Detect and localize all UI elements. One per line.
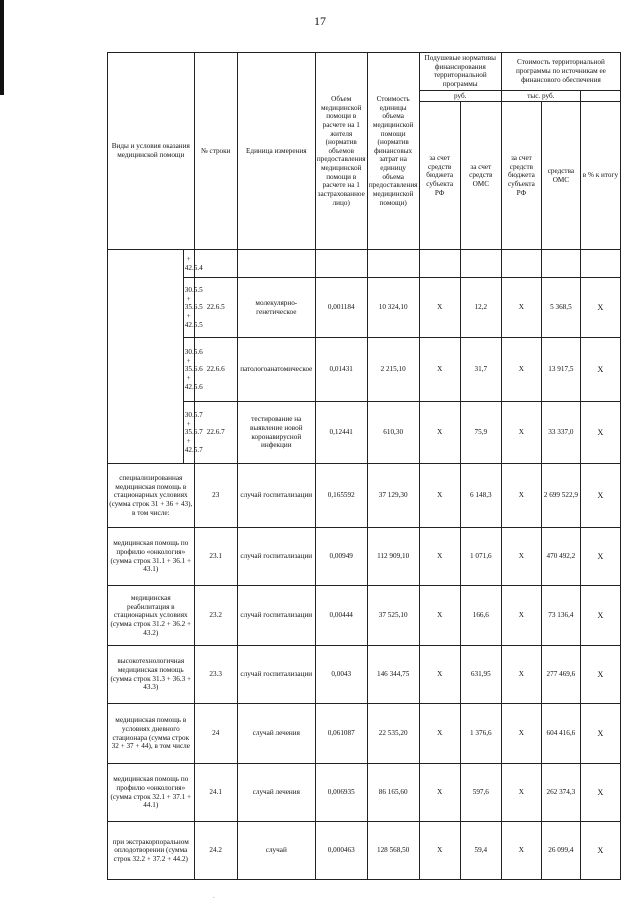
row-type-cell: медицинская помощь по профилю «онкология» (сумма строк 31.1 + 36.1 + 43.1) — [108, 528, 195, 586]
financing-table — [107, 52, 621, 880]
header-type: Виды и условия оказания медицинской помощи — [108, 53, 195, 250]
row-sub-cell: + 42.5.4 — [183, 250, 194, 278]
row-budget-cell: X — [419, 646, 460, 704]
row-budget-thous-cell: X — [501, 586, 541, 646]
row-percent-cell: X — [580, 528, 620, 586]
table-row — [108, 704, 621, 764]
row-number-cell: 23.1 — [194, 528, 237, 586]
row-oms-thous-cell: 470 492,2 — [541, 528, 580, 586]
row-cost-cell: 610,30 — [367, 402, 419, 464]
row-type-cell: медицинская помощь в условиях дневного стационара (сумма строк 32 + 37 + 44), в том числе — [108, 704, 195, 764]
row-budget-thous-cell: X — [501, 278, 541, 338]
row-budget-cell: X — [419, 586, 460, 646]
row-unit-cell: случай лечения — [237, 704, 315, 764]
row-budget-thous-cell: X — [501, 822, 541, 880]
row-budget-thous-cell: X — [501, 338, 541, 402]
table-row — [108, 464, 621, 528]
row-number-cell: 22.6.6 — [194, 338, 237, 402]
row-volume-cell: 0,001184 — [315, 278, 367, 338]
binding-mark — [0, 0, 4, 95]
table-row — [108, 646, 621, 704]
row-percent-cell: X — [580, 402, 620, 464]
row-unit-cell: случай — [237, 822, 315, 880]
table-row — [108, 402, 621, 464]
row-budget-cell: X — [419, 278, 460, 338]
row-unit-cell: патологоанатомическое — [237, 338, 315, 402]
row-percent-cell: X — [580, 764, 620, 822]
row-percent-cell — [580, 250, 620, 278]
row-budget-thous-cell: X — [501, 528, 541, 586]
row-type-cell: высокотехнологичная медицинская помощь (сумма строк 31.3 + 36.3 + 43.3) — [108, 646, 195, 704]
row-volume-cell: 0,12441 — [315, 402, 367, 464]
row-cost-cell: 112 909,10 — [367, 528, 419, 586]
row-oms-thous-cell: 277 469,6 — [541, 646, 580, 704]
row-unit-cell: тестирование на выявление новой коронавирусной инфекции — [237, 402, 315, 464]
page-number: 17 — [314, 14, 326, 28]
header-unit: Единица измерения — [237, 53, 315, 250]
row-percent-cell: X — [580, 338, 620, 402]
row-type-cell — [108, 250, 184, 464]
row-percent-cell: X — [580, 278, 620, 338]
row-unit-cell: случай госпитализации — [237, 586, 315, 646]
row-type-cell: при экстракорпоральном оплодотворении (сумма строк 32.2 + 37.2 + 44.2) — [108, 822, 195, 880]
row-oms-thous-cell: 73 136,4 — [541, 586, 580, 646]
row-volume-cell: 0,00444 — [315, 586, 367, 646]
row-oms-thous-cell: 33 337,0 — [541, 402, 580, 464]
row-cost-cell: 37 525,10 — [367, 586, 419, 646]
footer-mark: . — [213, 892, 215, 900]
row-budget-cell: X — [419, 528, 460, 586]
row-volume-cell: 0,061087 — [315, 704, 367, 764]
row-volume-cell: 0,165592 — [315, 464, 367, 528]
table-row — [108, 586, 621, 646]
row-budget-thous-cell: X — [501, 464, 541, 528]
table-row — [108, 278, 621, 338]
row-volume-cell: 0,01431 — [315, 338, 367, 402]
row-oms-cell: 75,9 — [460, 402, 501, 464]
row-type-cell: специализированная медицинская помощь в стационарных условиях (сумма строк 31 + 36 + 43), в том числе: — [108, 464, 195, 528]
row-type-cell: медицинская помощь по профилю «онкология» (сумма строк 32.1 + 37.1 + 44.1) — [108, 764, 195, 822]
row-cost-cell: 22 535,20 — [367, 704, 419, 764]
row-oms-cell — [460, 250, 501, 278]
table-header — [108, 53, 621, 250]
row-oms-thous-cell: 13 917,5 — [541, 338, 580, 402]
row-number-cell: 24 — [194, 704, 237, 764]
row-volume-cell: 0,006935 — [315, 764, 367, 822]
row-percent-cell: X — [580, 822, 620, 880]
header-oms-funds: средства ОМС — [541, 102, 580, 250]
row-cost-cell: 10 324,10 — [367, 278, 419, 338]
table-row — [108, 764, 621, 822]
row-cost-cell: 128 568,50 — [367, 822, 419, 880]
row-percent-cell: X — [580, 586, 620, 646]
row-oms-thous-cell: 262 374,3 — [541, 764, 580, 822]
row-budget-cell: X — [419, 822, 460, 880]
row-cost-cell: 2 215,10 — [367, 338, 419, 402]
row-oms-cell: 31,7 — [460, 338, 501, 402]
row-budget-cell: X — [419, 764, 460, 822]
row-number-cell: 23.3 — [194, 646, 237, 704]
row-budget-cell — [419, 250, 460, 278]
row-number-cell: 22.6.5 — [194, 278, 237, 338]
row-number-cell: 24.2 — [194, 822, 237, 880]
row-sub-cell: 30.5.6 + 35.6.6 + 42.5.6 — [183, 338, 194, 402]
row-type-cell: медицинская реабилитация в стационарных условиях (сумма строк 31.2 + 36.2 + 43.2) — [108, 586, 195, 646]
row-oms-cell: 166,6 — [460, 586, 501, 646]
header-budget: за счет средств бюджета субъекта РФ — [419, 102, 460, 250]
header-per-capita-norms: Подушевые нормативы финансирования территориальной программы — [419, 53, 501, 91]
row-oms-thous-cell: 2 699 522,9 — [541, 464, 580, 528]
row-budget-thous-cell — [501, 250, 541, 278]
row-number-cell: 22.6.7 — [194, 402, 237, 464]
row-budget-cell: X — [419, 338, 460, 402]
row-unit-cell: случай лечения — [237, 764, 315, 822]
table-row — [108, 250, 621, 278]
row-oms-cell: 6 148,3 — [460, 464, 501, 528]
row-number-cell: 24.1 — [194, 764, 237, 822]
row-budget-thous-cell: X — [501, 704, 541, 764]
header-budget-thous: за счет средств бюджета субъекта РФ — [501, 102, 541, 250]
header-percent: в % к итогу — [580, 102, 620, 250]
row-budget-thous-cell: X — [501, 646, 541, 704]
row-volume-cell — [315, 250, 367, 278]
header-rub: руб. — [419, 90, 501, 102]
row-percent-cell: X — [580, 704, 620, 764]
row-oms-cell: 1 071,6 — [460, 528, 501, 586]
row-budget-cell: X — [419, 704, 460, 764]
table-body — [108, 250, 621, 880]
row-unit-cell — [237, 250, 315, 278]
table-row — [108, 822, 621, 880]
row-oms-thous-cell: 604 416,6 — [541, 704, 580, 764]
header-volume: Объем медицинской помощи в расчете на 1 жителя (норматив объемов предоставления медицинской помощи в расчете на 1 застрахованное лицо) — [315, 53, 367, 250]
row-unit-cell: молекулярно-генетическое — [237, 278, 315, 338]
header-row-number: № строки — [194, 53, 237, 250]
row-volume-cell: 0,0043 — [315, 646, 367, 704]
row-number-cell: 23 — [194, 464, 237, 528]
row-oms-thous-cell: 5 368,5 — [541, 278, 580, 338]
row-oms-cell: 597,6 — [460, 764, 501, 822]
row-number-cell: 23.2 — [194, 586, 237, 646]
row-sub-cell: 30.5.5 + 35.6.5 + 42.5.5 — [183, 278, 194, 338]
header-thous-rub: тыс. руб. — [501, 90, 580, 102]
row-cost-cell: 86 165,60 — [367, 764, 419, 822]
row-budget-thous-cell: X — [501, 402, 541, 464]
row-volume-cell: 0,000463 — [315, 822, 367, 880]
row-cost-cell: 37 129,30 — [367, 464, 419, 528]
row-volume-cell: 0,00949 — [315, 528, 367, 586]
row-cost-cell — [367, 250, 419, 278]
row-budget-cell: X — [419, 402, 460, 464]
row-sub-cell: 30.5.7 + 35.6.7 + 42.5.7 — [183, 402, 194, 464]
row-budget-cell: X — [419, 464, 460, 528]
header-oms: за счет средств ОМС — [460, 102, 501, 250]
header-program-cost: Стоимость территориальной программы по источникам ее финансового обеспечения — [501, 53, 620, 91]
row-oms-cell: 59,4 — [460, 822, 501, 880]
header-cost: Стоимость единицы объема медицинской помощи (норматив финансовых затрат на единицу объема предоставления медицинской помощи) — [367, 53, 419, 250]
row-unit-cell: случай госпитализации — [237, 528, 315, 586]
row-oms-cell: 631,95 — [460, 646, 501, 704]
row-oms-thous-cell: 26 099,4 — [541, 822, 580, 880]
row-oms-thous-cell — [541, 250, 580, 278]
row-oms-cell: 1 376,6 — [460, 704, 501, 764]
row-unit-cell: случай госпитализации — [237, 646, 315, 704]
row-percent-cell: X — [580, 646, 620, 704]
row-percent-cell: X — [580, 464, 620, 528]
table-row — [108, 528, 621, 586]
table-row — [108, 338, 621, 402]
row-budget-thous-cell: X — [501, 764, 541, 822]
row-unit-cell: случай госпитализации — [237, 464, 315, 528]
row-oms-cell: 12,2 — [460, 278, 501, 338]
row-cost-cell: 146 344,75 — [367, 646, 419, 704]
